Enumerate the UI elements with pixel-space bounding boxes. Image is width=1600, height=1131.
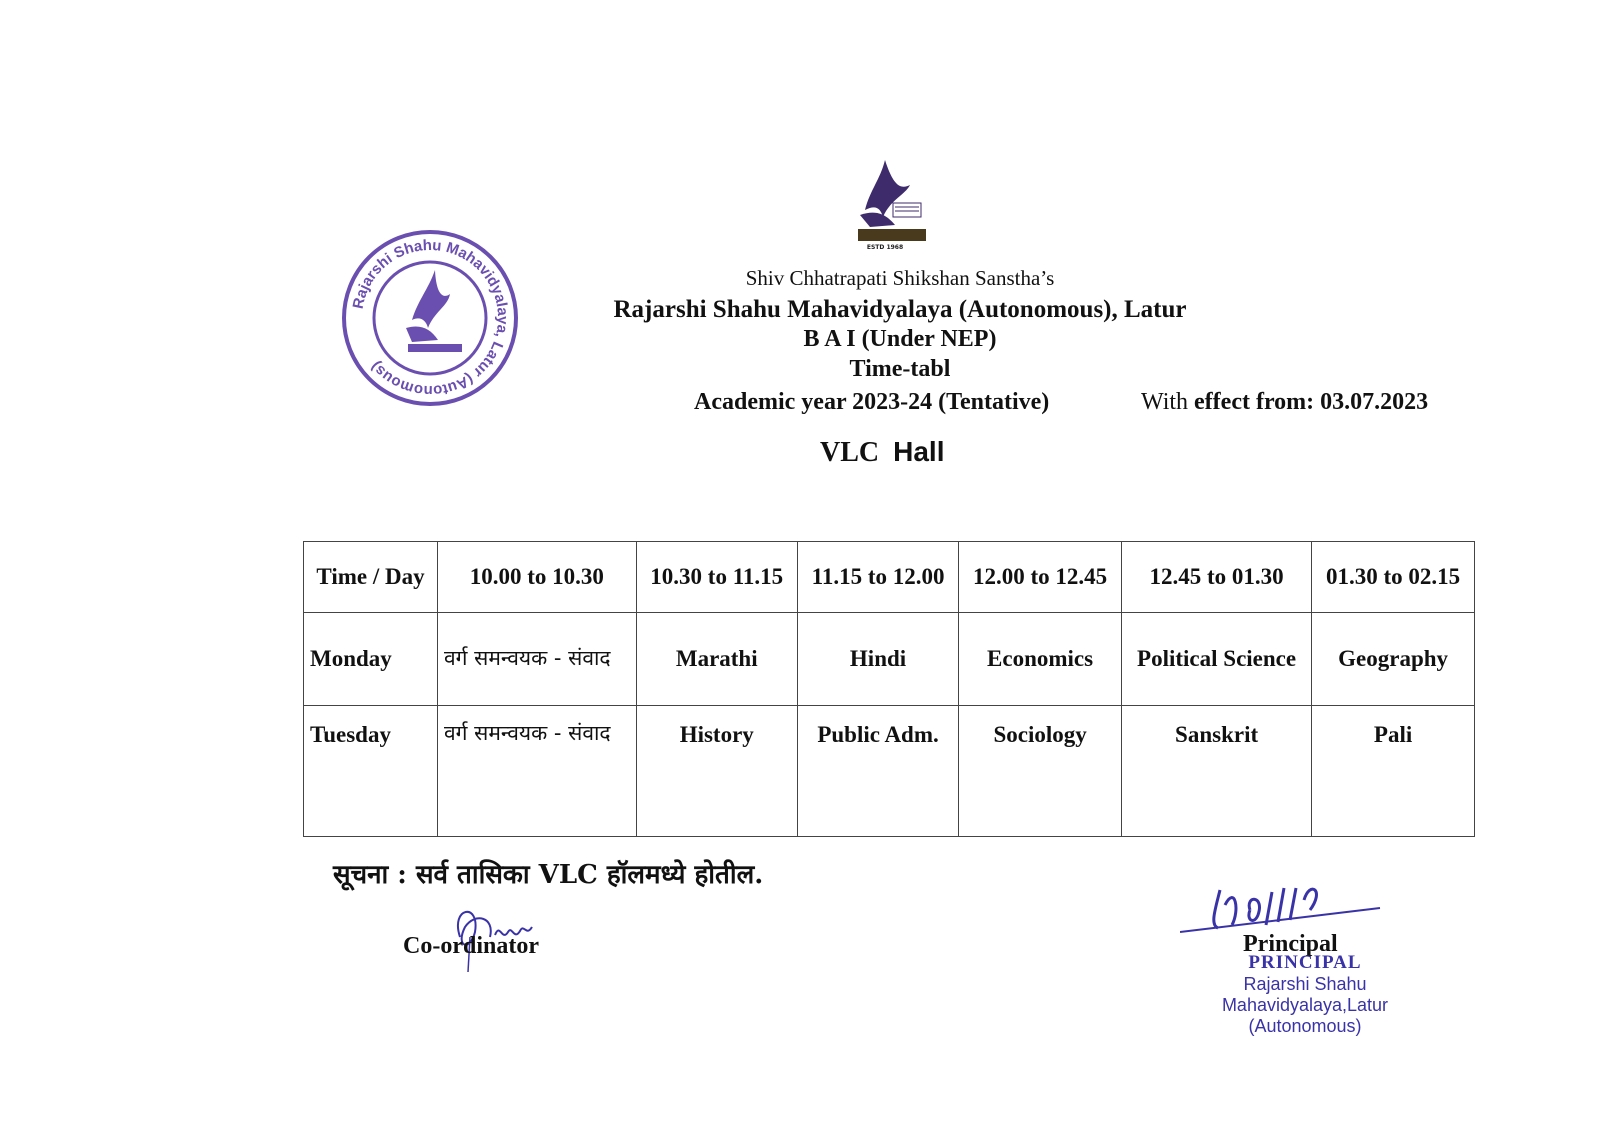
header-cell: 01.30 to 02.15 <box>1312 542 1475 613</box>
effective-date <box>1141 389 1428 416</box>
seal-text: Rajarshi Shahu Mahavidyalaya, Latur (Autonomous) <box>349 236 512 400</box>
hall-prefix: VLC <box>820 437 880 468</box>
subject-cell: History <box>636 706 797 837</box>
subject-cell: Sanskrit <box>1121 706 1311 837</box>
college-seal <box>340 228 520 408</box>
subject-cell: Pali <box>1312 706 1475 837</box>
college-name: Rajarshi Shahu Mahavidyalaya (Autonomous), Latur <box>613 296 1187 323</box>
academic-year: Academic year 2023-24 (Tentative) <box>694 389 1050 415</box>
subject-cell: वर्ग समन्वयक - संवाद <box>438 706 637 837</box>
principal-stamp-autonomous: (Autonomous) <box>1248 1016 1362 1036</box>
coordinator-label: Co-ordinator <box>403 933 539 959</box>
logo-estd: ESTD 1968 <box>866 244 904 251</box>
table-row <box>304 706 1475 837</box>
header-cell: 12.00 to 12.45 <box>959 542 1122 613</box>
hall-name <box>820 436 944 469</box>
college-logo <box>855 155 950 265</box>
timetable <box>303 541 1475 837</box>
subject-cell: Marathi <box>636 613 797 706</box>
day-cell: Tuesday <box>304 706 438 837</box>
header-cell: 12.45 to 01.30 <box>1121 542 1311 613</box>
header-cell: Time / Day <box>304 542 438 613</box>
subject-cell: Political Science <box>1121 613 1311 706</box>
principal-label: Principal <box>1243 931 1338 957</box>
subject-cell: Geography <box>1312 613 1475 706</box>
day-cell: Monday <box>304 613 438 706</box>
effect-label-2: effect from: 03.07.2023 <box>1194 389 1429 415</box>
principal-stamp <box>1170 952 1440 1037</box>
subject-cell: Sociology <box>959 706 1122 837</box>
header-cell: 10.30 to 11.15 <box>636 542 797 613</box>
principal-stamp-title: PRINCIPAL <box>1248 952 1362 973</box>
timetable-title: Time-tabl <box>849 356 951 382</box>
class-name: B A I (Under NEP) <box>803 326 997 352</box>
notice-text: सूचना : सर्व तासिका VLC हॉलमध्ये होतील. <box>333 860 764 890</box>
hall-word: Hall <box>893 436 945 467</box>
effect-label-1: With <box>1141 389 1195 415</box>
table-header-row <box>304 542 1475 613</box>
table-row <box>304 613 1475 706</box>
subject-cell: Hindi <box>797 613 958 706</box>
subject-cell: वर्ग समन्वयक - संवाद <box>438 613 637 706</box>
subject-cell: Economics <box>959 613 1122 706</box>
subject-cell: Public Adm. <box>797 706 958 837</box>
principal-stamp-college: Rajarshi Shahu Mahavidyalaya,Latur <box>1221 974 1389 1015</box>
header-cell: 10.00 to 10.30 <box>438 542 637 613</box>
sanstha-name: Shiv Chhatrapati Shikshan Sanstha’s <box>745 266 1055 290</box>
header-cell: 11.15 to 12.00 <box>797 542 958 613</box>
